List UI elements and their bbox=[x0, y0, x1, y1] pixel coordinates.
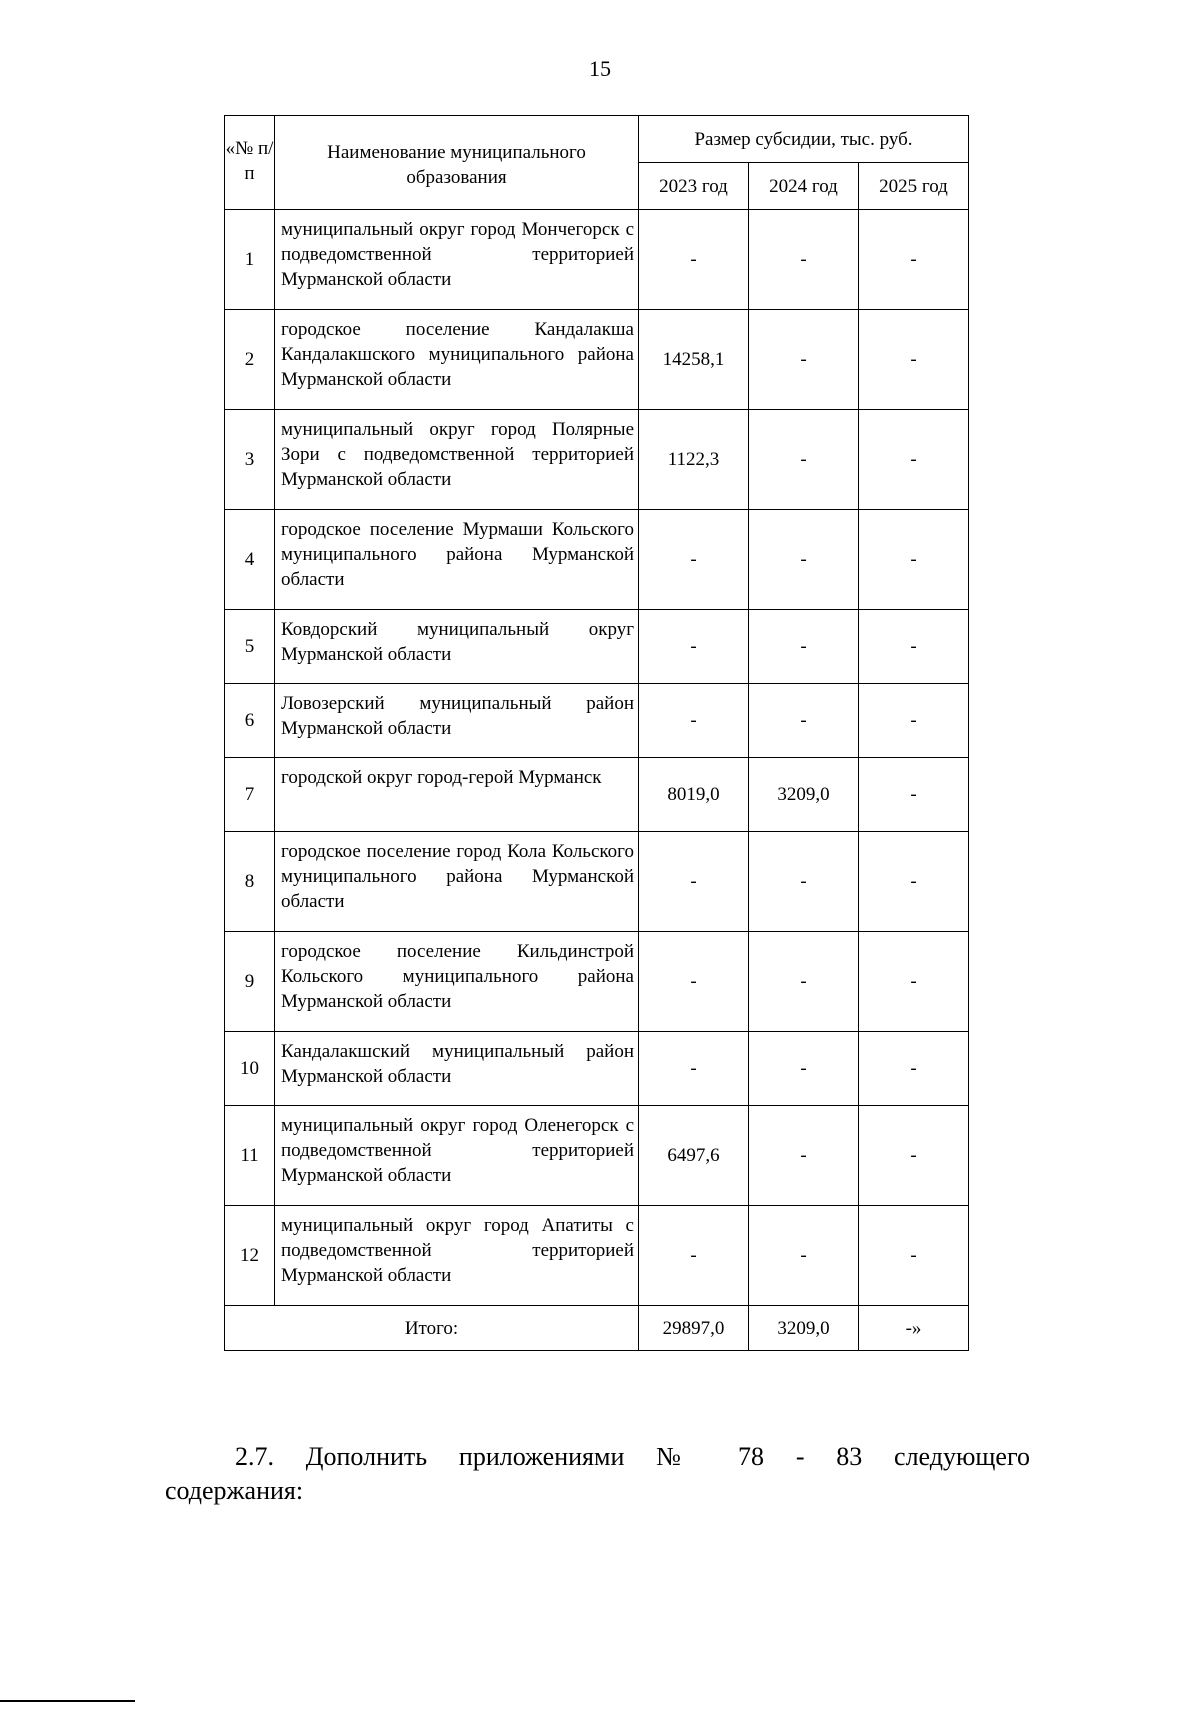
row-number: 4 bbox=[225, 510, 275, 610]
value-2024: - bbox=[749, 1032, 859, 1106]
value-2025: - bbox=[859, 310, 969, 410]
value-2023: 6497,6 bbox=[639, 1106, 749, 1206]
value-2024: - bbox=[749, 510, 859, 610]
table-row bbox=[225, 758, 969, 832]
value-2025: - bbox=[859, 210, 969, 310]
total-row bbox=[225, 1306, 969, 1351]
row-number: 8 bbox=[225, 832, 275, 932]
subsidy-table bbox=[224, 115, 969, 1351]
municipality-name: муниципальный округ город Оленегорск с подведомственной территорией Мурманской области bbox=[275, 1106, 639, 1206]
total-label: Итого: bbox=[225, 1306, 639, 1351]
row-number: 2 bbox=[225, 310, 275, 410]
row-number: 1 bbox=[225, 210, 275, 310]
total-2025: -» bbox=[859, 1306, 969, 1351]
value-2023: - bbox=[639, 1032, 749, 1106]
value-2025: - bbox=[859, 510, 969, 610]
value-2023: - bbox=[639, 210, 749, 310]
value-2024: - bbox=[749, 932, 859, 1032]
value-2025: - bbox=[859, 758, 969, 832]
header-municipality-name: Наименование муниципального образования bbox=[275, 116, 639, 210]
value-2025: - bbox=[859, 1106, 969, 1206]
amendment-paragraph bbox=[165, 1440, 1030, 1508]
value-2025: - bbox=[859, 610, 969, 684]
paragraph-line-1: 2.7. Дополнить приложениями № 78 - 83 следующего bbox=[235, 1442, 1030, 1471]
value-2023: - bbox=[639, 932, 749, 1032]
value-2023: - bbox=[639, 1206, 749, 1306]
paragraph-line-2: содержания: bbox=[165, 1476, 304, 1505]
value-2024: - bbox=[749, 1106, 859, 1206]
value-2025: - bbox=[859, 1032, 969, 1106]
municipality-name: городское поселение Кильдинстрой Кольского муниципального района Мурманской области bbox=[275, 932, 639, 1032]
footer-divider bbox=[0, 1700, 135, 1702]
table-row bbox=[225, 1206, 969, 1306]
value-2024: 3209,0 bbox=[749, 758, 859, 832]
municipality-name: муниципальный округ город Полярные Зори с подведомственной территорией Мурманской области bbox=[275, 410, 639, 510]
value-2023: - bbox=[639, 684, 749, 758]
table-row bbox=[225, 510, 969, 610]
municipality-name: Кандалакшский муниципальный район Мурманской области bbox=[275, 1032, 639, 1106]
value-2023: - bbox=[639, 610, 749, 684]
row-number: 12 bbox=[225, 1206, 275, 1306]
value-2023: 8019,0 bbox=[639, 758, 749, 832]
row-number: 11 bbox=[225, 1106, 275, 1206]
municipality-name: городское поселение Кандалакша Кандалакшского муниципального района Мурманской области bbox=[275, 310, 639, 410]
row-number: 3 bbox=[225, 410, 275, 510]
total-2023: 29897,0 bbox=[639, 1306, 749, 1351]
value-2023: - bbox=[639, 832, 749, 932]
municipality-name: Ковдорский муниципальный округ Мурманской области bbox=[275, 610, 639, 684]
table-row bbox=[225, 610, 969, 684]
table-row bbox=[225, 210, 969, 310]
total-2024: 3209,0 bbox=[749, 1306, 859, 1351]
table-row bbox=[225, 410, 969, 510]
table-row bbox=[225, 1106, 969, 1206]
value-2024: - bbox=[749, 684, 859, 758]
municipality-name: городской округ город-герой Мурманск bbox=[275, 758, 639, 832]
municipality-name: Ловозерский муниципальный район Мурманской области bbox=[275, 684, 639, 758]
value-2024: - bbox=[749, 310, 859, 410]
municipality-name: муниципальный округ город Апатиты с подведомственной территорией Мурманской области bbox=[275, 1206, 639, 1306]
row-number: 10 bbox=[225, 1032, 275, 1106]
value-2024: - bbox=[749, 610, 859, 684]
value-2023: 1122,3 bbox=[639, 410, 749, 510]
value-2025: - bbox=[859, 410, 969, 510]
value-2025: - bbox=[859, 684, 969, 758]
header-subsidy-size: Размер субсидии, тыс. руб. bbox=[639, 116, 969, 163]
header-year-2025: 2025 год bbox=[859, 163, 969, 210]
header-number: «№ п/п bbox=[225, 116, 275, 210]
row-number: 9 bbox=[225, 932, 275, 1032]
value-2024: - bbox=[749, 832, 859, 932]
value-2025: - bbox=[859, 1206, 969, 1306]
value-2024: - bbox=[749, 410, 859, 510]
municipality-name: городское поселение Мурмаши Кольского муниципального района Мурманской области bbox=[275, 510, 639, 610]
value-2025: - bbox=[859, 832, 969, 932]
table-row bbox=[225, 310, 969, 410]
table-row bbox=[225, 932, 969, 1032]
header-year-2023: 2023 год bbox=[639, 163, 749, 210]
row-number: 5 bbox=[225, 610, 275, 684]
table-row bbox=[225, 832, 969, 932]
value-2023: 14258,1 bbox=[639, 310, 749, 410]
municipality-name: городское поселение город Кола Кольского муниципального района Мурманской области bbox=[275, 832, 639, 932]
row-number: 7 bbox=[225, 758, 275, 832]
value-2025: - bbox=[859, 932, 969, 1032]
value-2024: - bbox=[749, 1206, 859, 1306]
value-2023: - bbox=[639, 510, 749, 610]
table-row bbox=[225, 684, 969, 758]
row-number: 6 bbox=[225, 684, 275, 758]
header-year-2024: 2024 год bbox=[749, 163, 859, 210]
page-number: 15 bbox=[589, 56, 611, 81]
table-row bbox=[225, 1032, 969, 1106]
municipality-name: муниципальный округ город Мончегорск с подведомственной территорией Мурманской области bbox=[275, 210, 639, 310]
value-2024: - bbox=[749, 210, 859, 310]
